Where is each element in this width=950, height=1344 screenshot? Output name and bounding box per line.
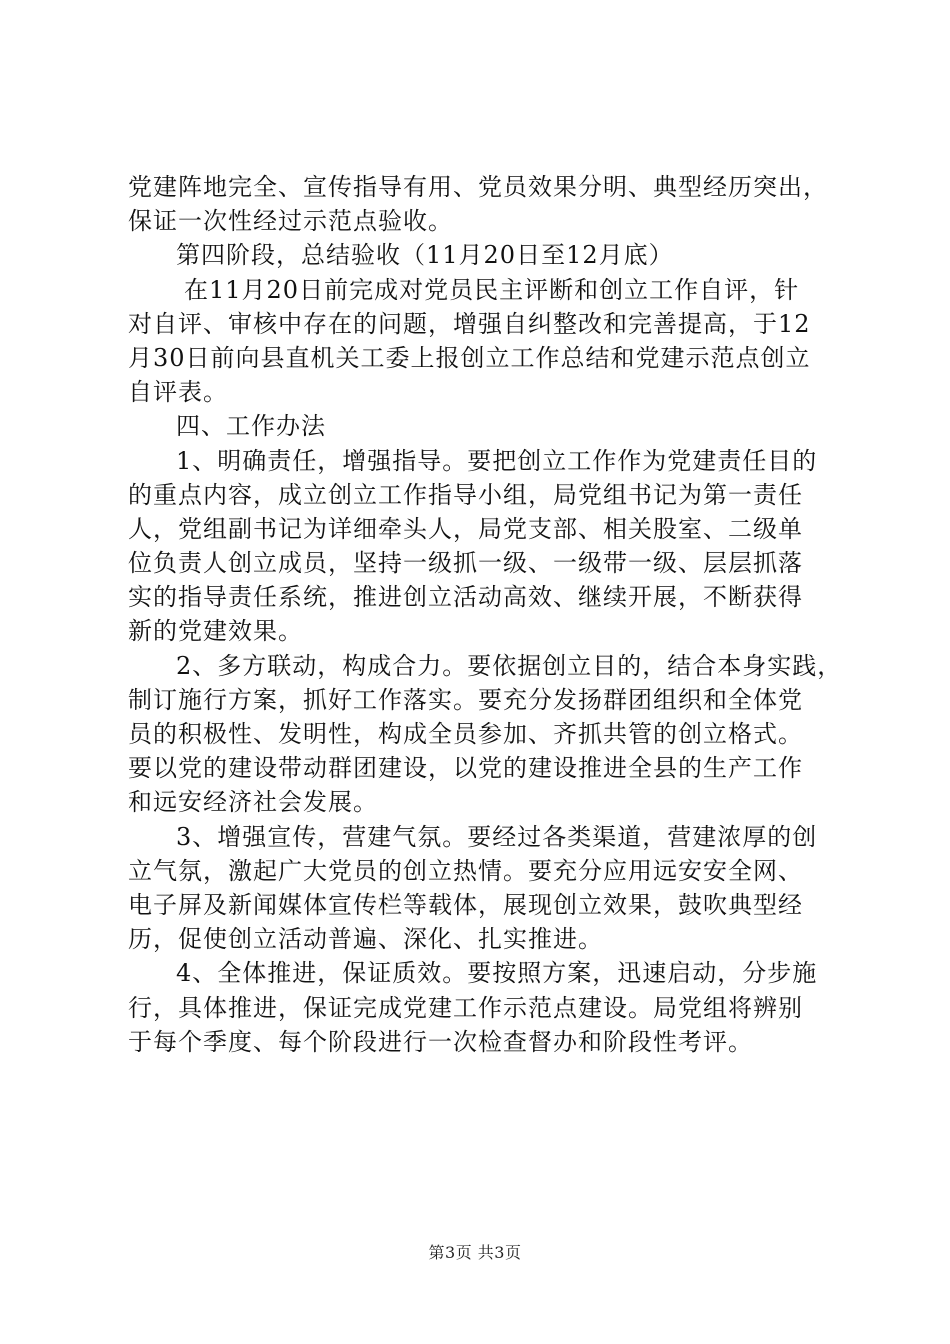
text-line: 对自评、审核中存在的问题，增强自纠整改和完善提高，于12 bbox=[128, 309, 811, 338]
section-heading: 第四阶段，总结验收（11月20日至12月底） bbox=[176, 241, 674, 270]
section-heading: 四、工作办法 bbox=[176, 412, 326, 441]
text-line: 在11月20日前完成对党员民主评断和创立工作自评，针 bbox=[184, 275, 800, 304]
text-line: 3、增强宣传，营建气氛。要经过各类渠道，营建浓厚的创 bbox=[176, 822, 818, 851]
text-line: 人，党组副书记为详细牵头人，局党支部、相关股室、二级单 bbox=[128, 514, 803, 543]
text-line: 1、明确责任，增强指导。要把创立工作作为党建责任目的 bbox=[176, 446, 818, 475]
text-line: 位负责人创立成员，坚持一级抓一级、一级带一级、层层抓落 bbox=[128, 549, 803, 578]
text-line: 和远安经济社会发展。 bbox=[128, 788, 378, 817]
text-line: 新的党建效果。 bbox=[128, 617, 303, 646]
document-body bbox=[128, 170, 843, 1059]
text-line: 电子屏及新闻媒体宣传栏等载体，展现创立效果，鼓吹典型经 bbox=[128, 890, 803, 919]
text-line: 党建阵地完全、宣传指导有用、党员效果分明、典型经历突出， bbox=[128, 173, 828, 201]
text-line: 于每个季度、每个阶段进行一次检查督办和阶段性考评。 bbox=[128, 1027, 753, 1056]
text-line: 自评表。 bbox=[128, 378, 228, 407]
text-line: 保证一次性经过示范点验收。 bbox=[128, 207, 453, 236]
text-line: 历，促使创立活动普遍、深化、扎实推进。 bbox=[128, 925, 603, 954]
text-line: 月30日前向县直机关工委上报创立工作总结和党建示范点创立 bbox=[128, 343, 811, 372]
text-line: 的重点内容，成立创立工作指导小组，局党组书记为第一责任 bbox=[128, 480, 803, 509]
text-line: 要以党的建设带动群团建设，以党的建设推进全县的生产工作 bbox=[128, 754, 803, 783]
text-line: 2、多方联动，构成合力。要依据创立目的，结合本身实践， bbox=[176, 651, 843, 680]
text-line: 4、全体推进，保证质效。要按照方案，迅速启动，分步施 bbox=[176, 959, 818, 988]
text-line: 实的指导责任系统，推进创立活动高效、继续开展，不断获得 bbox=[128, 583, 803, 612]
text-line: 行，具体推进，保证完成党建工作示范点建设。局党组将辨别 bbox=[128, 993, 803, 1022]
text-line: 制订施行方案，抓好工作落实。要充分发扬群团组织和全体党 bbox=[128, 685, 803, 714]
page-number-footer: 第3页 共3页 bbox=[428, 1243, 522, 1262]
text-line: 员的积极性、发明性，构成全员参加、齐抓共管的创立格式。 bbox=[128, 720, 803, 748]
text-line: 立气氛，激起广大党员的创立热情。要充分应用远安安全网、 bbox=[128, 856, 803, 885]
